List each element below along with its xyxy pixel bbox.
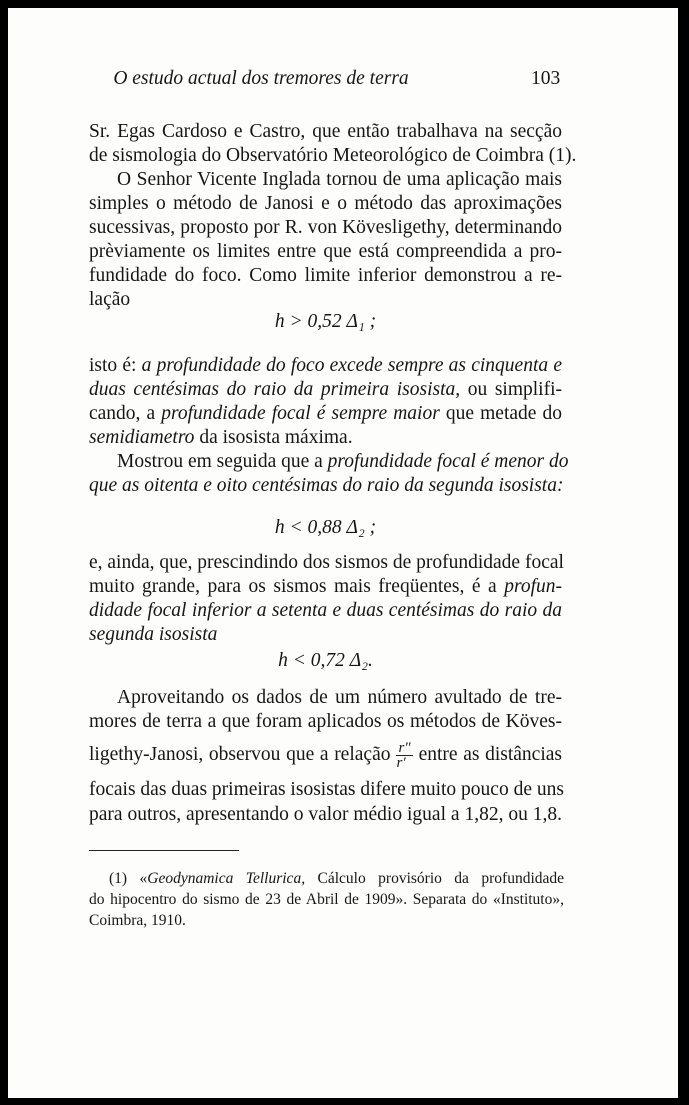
page-number: 103	[531, 68, 561, 89]
text-line: lação	[89, 289, 131, 310]
text-line: isto é: a profundidade do foco excede sempre as cinquenta e	[89, 355, 562, 376]
text-line: sucessivas, proposto por R. von Kövesligethy, determinando	[89, 217, 562, 238]
fraction-numerator: r″	[398, 740, 411, 756]
book-page	[8, 8, 678, 1098]
footnote-line: (1) «Geodynamica Tellurica, Cálculo provisório da profundidade	[109, 870, 565, 887]
text-line: O Senhor Vicente Inglada tornou de uma aplicação mais	[117, 169, 562, 190]
text-line: Aproveitando os dados de um número avultado de tre-	[117, 687, 562, 708]
text-line: focais das duas primeiras isosistas difere muito pouco de uns	[89, 779, 564, 800]
text-line: muito grande, para os sismos mais freqüentes, é a profun-	[89, 576, 562, 597]
footnote-line: Coimbra, 1910.	[89, 912, 186, 929]
text-line: semidiametro da isosista máxima.	[89, 427, 353, 448]
text-line: e, ainda, que, prescindindo dos sismos de profundidade focal	[89, 552, 564, 573]
text-line: simples o método de Janosi e o método das aproximações	[89, 193, 562, 214]
text-line: ligethy-Janosi, observou que a relação $\frac{r''}{r'}$ entre as distâncias	[89, 740, 562, 771]
footnote-rule	[89, 850, 239, 851]
fraction-denominator: r′	[396, 755, 406, 771]
text-line: didade focal inferior a setenta e duas centésimas do raio da	[89, 600, 562, 621]
ratio-fraction	[396, 741, 412, 770]
footnote-line: do hipocentro do sismo de 23 de Abril de 1909». Separata do «Instituto»,	[89, 891, 564, 908]
text-line: Sr. Egas Cardoso e Castro, que então trabalhava na secção	[89, 121, 562, 142]
text-line: duas centésimas do raio da primeira isosista, ou simplifi-	[89, 379, 562, 400]
text-line: cando, a profundidade focal é sempre maior que metade do	[89, 403, 563, 424]
text-line: prèviamente os limites entre que está compreendida a pro-	[89, 241, 562, 262]
running-header-title: O estudo actual dos tremores de terra	[113, 68, 409, 89]
text-line: de sismologia do Observatório Meteorológico de Coimbra (1).	[89, 145, 577, 166]
formula: h > 0,52 Δ₁ ;	[274, 311, 377, 332]
text-line: fundidade do foco. Como limite inferior demonstrou a re-	[89, 265, 562, 286]
text-line: que as oitenta e oito centésimas do raio da segunda isosista:	[89, 475, 564, 496]
formula: h < 0,72 Δ₂.	[278, 650, 373, 671]
text-line: segunda isosista	[89, 624, 218, 645]
text-line: Mostrou em seguida que a profundidade focal é menor do	[117, 451, 569, 472]
formula: h < 0,88 Δ₂ ;	[274, 517, 377, 538]
text-line: para outros, apresentando o valor médio igual a 1,82, ou 1,8.	[89, 804, 562, 825]
text-line: mores de terra a que foram aplicados os métodos de Köves-	[89, 711, 562, 732]
